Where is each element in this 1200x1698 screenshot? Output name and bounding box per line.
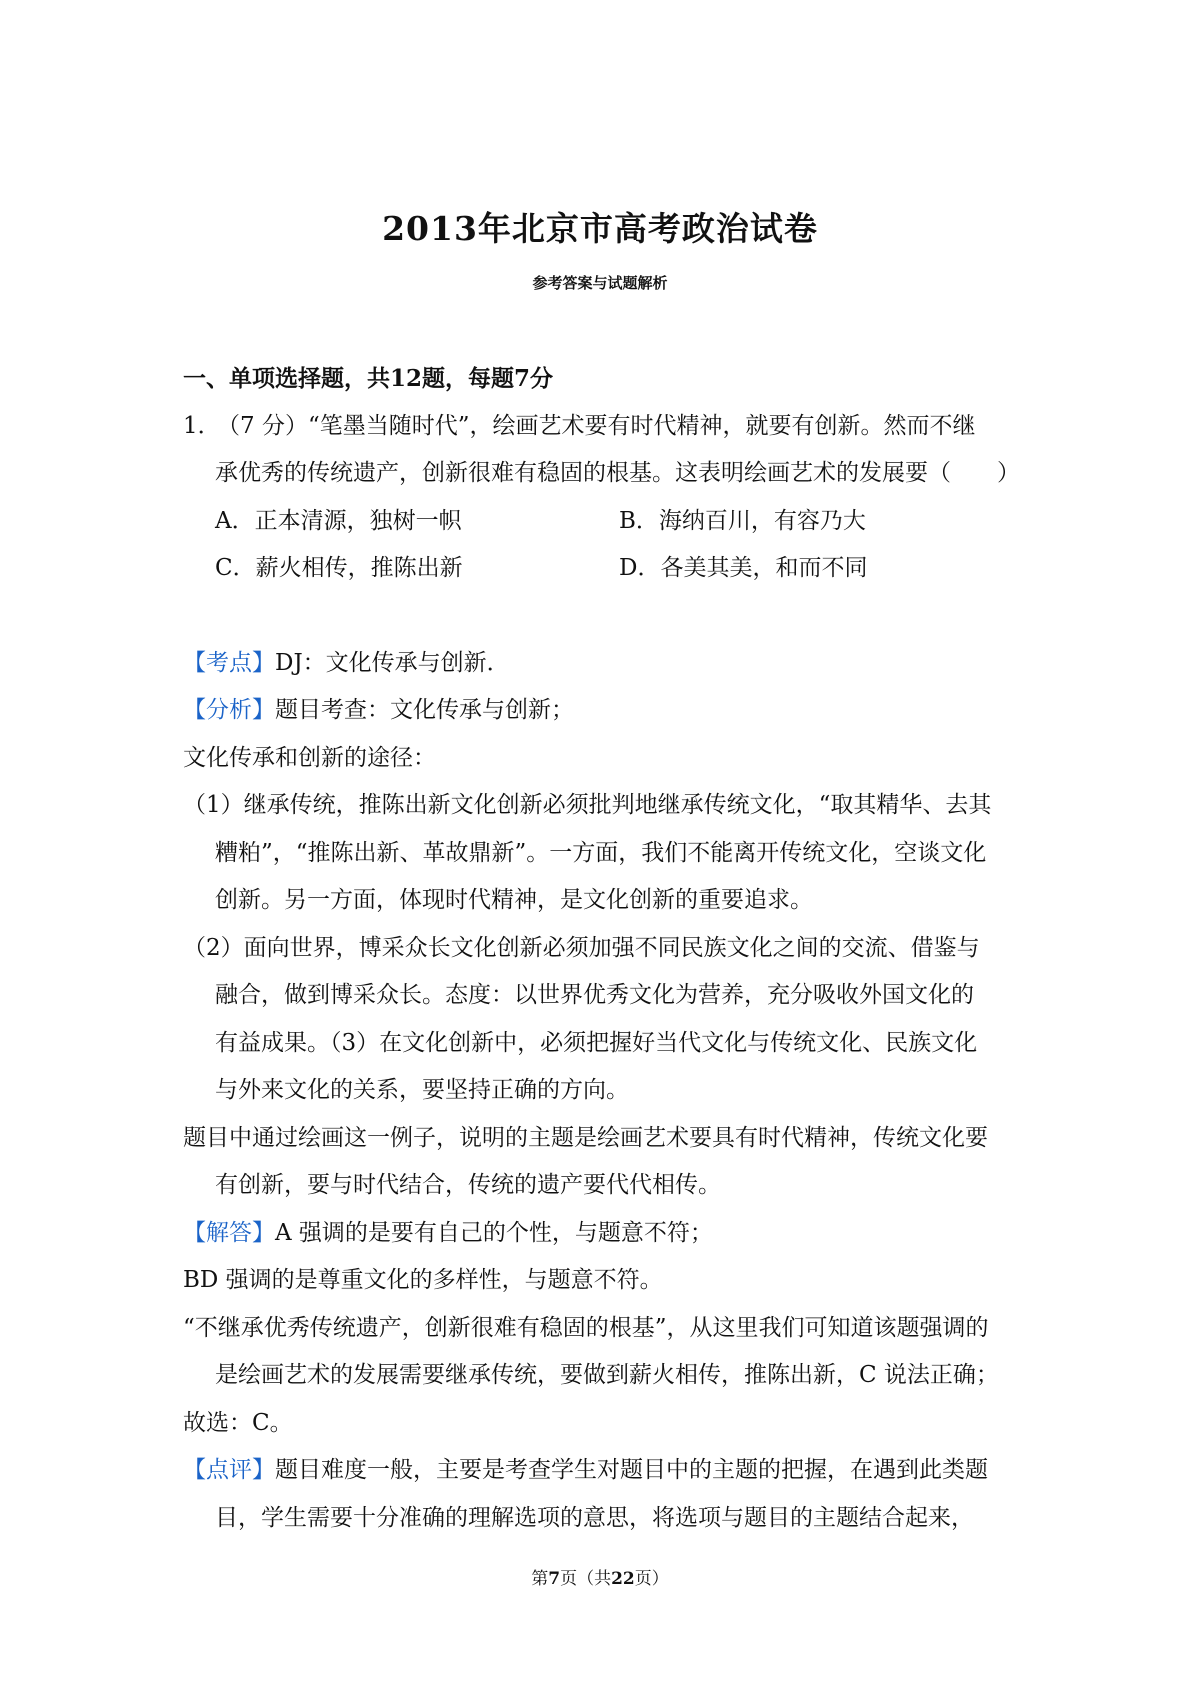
point2-line-4: 与外来文化的关系，要坚持正确的方向。	[215, 1077, 629, 1103]
question-number: 1．	[183, 412, 221, 439]
options-row-2	[183, 545, 1023, 593]
kaodian-tag: 【考点】	[183, 649, 275, 676]
page-footer	[0, 1564, 1200, 1589]
point1-line-3: 创新。另一方面，体现时代精神，是文化创新的重要追求。	[215, 887, 813, 913]
question-line-1	[183, 403, 1023, 451]
footer-suffix: 页）	[634, 1569, 669, 1589]
jieda-line-4: 是绘画艺术的发展需要继承传统，要做到薪火相传，推陈出新，C 说法正确；	[215, 1362, 999, 1388]
summary-line-1: 题目中通过绘画这一例子，说明的主题是绘画艺术要具有时代精神，传统文化要	[183, 1124, 988, 1151]
point1-line-1: （1）继承传统，推陈出新文化创新必须批判地继承传统文化，“取其精华、去其	[183, 792, 992, 818]
dianping-tag: 【点评】	[183, 1457, 275, 1483]
dianping-line-2: 目，学生需要十分准确的理解选项的意思，将选项与题目的主题结合起来，	[215, 1504, 974, 1531]
point2-line-3: 有益成果。（3）在文化创新中，必须把握好当代文化与传统文化、民族文化	[215, 1029, 978, 1056]
footer-page-number: 7	[548, 1569, 561, 1589]
footer-middle: 页（共	[560, 1569, 612, 1589]
spacer	[183, 593, 1023, 640]
option-d: D．各美其美，和而不同	[619, 555, 868, 581]
point2-line-2: 融合，做到博采众长。态度：以世界优秀文化为营养，充分吸收外国文化的	[215, 982, 974, 1008]
jieda-line-3: “不继承优秀传统遗产，创新很难有稳固的根基”，从这里我们可知道该题强调的	[183, 1314, 989, 1341]
option-a: A．正本清源，独树一帜	[215, 507, 462, 534]
page-subtitle: 参考答案与试题解析	[532, 274, 668, 292]
kaodian-line	[183, 640, 1023, 688]
point1-line-2: 糟粕”，“推陈出新、革故鼎新”。一方面，我们不能离开传统文化，空谈文化	[215, 839, 987, 866]
footer-prefix: 第	[531, 1569, 549, 1589]
page-title: 2013年北京市高考政治试卷	[382, 209, 818, 248]
section-heading: 一、单项选择题，共12题，每题7分	[183, 365, 554, 392]
question-stem-1: （7 分）“笔墨当随时代”，绘画艺术要有时代精神，就要有创新。然而不继	[217, 412, 976, 439]
question-stem-2: 承优秀的传统遗产，创新很难有稳固的根基。这表明绘画艺术的发展要（ ）	[215, 460, 1020, 486]
fenxi-text: 题目考查：文化传承与创新；	[275, 697, 574, 723]
option-b: B．海纳百川，有容乃大	[619, 507, 866, 534]
dianping-text: 题目难度一般，主要是考查学生对题目中的主题的把握，在遇到此类题	[275, 1457, 988, 1483]
options-row-1	[183, 498, 1023, 546]
jieda-line	[183, 1210, 1023, 1258]
summary-line-2: 有创新，要与时代结合，传统的遗产要代代相传。	[215, 1172, 721, 1198]
jieda-tag: 【解答】	[183, 1219, 275, 1246]
option-c: C．薪火相传，推陈出新	[215, 555, 463, 581]
kaodian-text: DJ：文化传承与创新．	[275, 649, 510, 676]
document-body	[183, 355, 1023, 1542]
point2-line-1: （2）面向世界，博采众长文化创新必须加强不同民族文化之间的交流、借鉴与	[183, 934, 980, 961]
dianping-line	[183, 1447, 1023, 1495]
fenxi-tag: 【分析】	[183, 697, 275, 723]
jieda-line-2: BD 强调的是尊重文化的多样性，与题意不符。	[183, 1267, 663, 1293]
fenxi-line-2: 文化传承和创新的途径：	[183, 744, 436, 771]
jieda-line-5: 故选：C。	[183, 1409, 293, 1436]
footer-total-pages: 22	[611, 1569, 635, 1589]
jieda-text: A 强调的是要有自己的个性，与题意不符；	[275, 1219, 713, 1246]
fenxi-line	[183, 687, 1023, 735]
